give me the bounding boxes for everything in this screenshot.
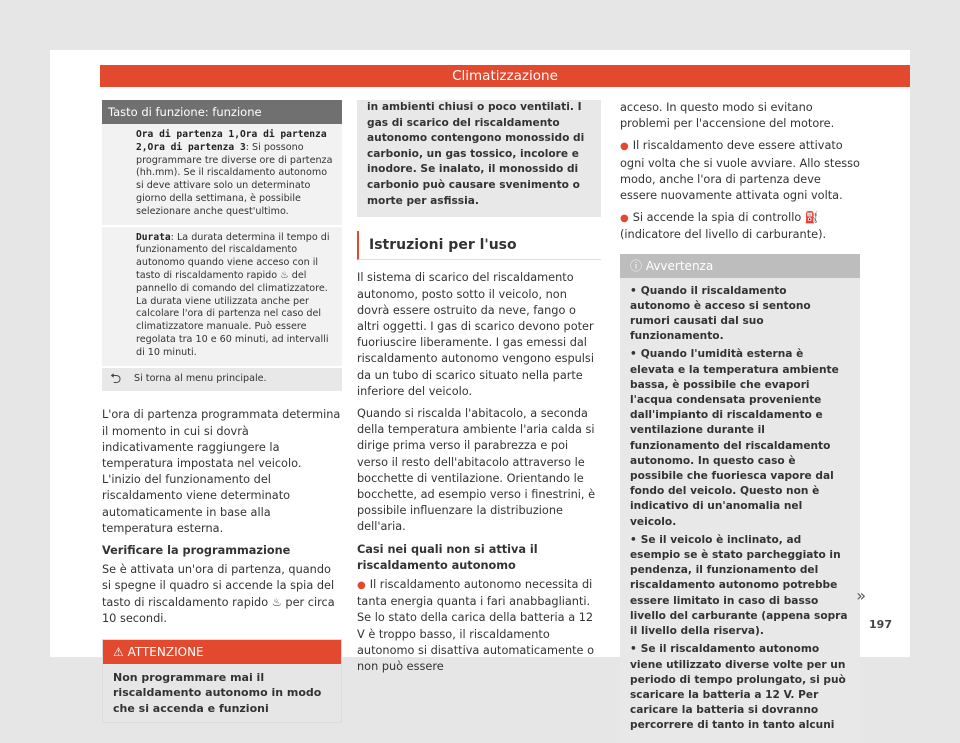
paragraph: Se è attivata un'ora di partenza, quando si spegne il quadro si accende la spia del tasto di riscaldamento rapido ♨ per circa 10 secondi. <box>102 563 335 625</box>
subheading: Casi nei quali non si attiva il riscaldamento autonomo <box>357 542 538 572</box>
list-item <box>630 642 850 733</box>
table-row <box>102 368 342 394</box>
manual-page <box>50 50 910 732</box>
bullet-text: Il riscaldamento deve essere attivato ogni volta che si vuole avviare. Allo stesso modo, anche l'ora di partenza deve essere nuovamente attivata ogni volta. <box>620 139 860 203</box>
table-title: Tasto di funzione: funzione <box>102 100 342 124</box>
list-item-text: Se il veicolo è inclinato, ad esempio se è stato parcheggiato in pendenza, il funzionamento del riscaldamento autonomo potrebbe essere limitato in caso di basso livello del carburante (appena sopra il livello della riserva). <box>630 533 848 638</box>
bullet-icon: ● <box>620 141 629 153</box>
bullet-item <box>620 210 860 243</box>
attention-label: ATTENZIONE <box>127 644 204 659</box>
row-term: Ora di partenza 1,Ora di partenza 2,Ora di partenza 3 <box>136 129 327 153</box>
paragraph: acceso. In questo modo si evitano problemi per l'accensione del motore. <box>620 101 835 131</box>
table-row <box>102 227 342 368</box>
column-right <box>620 100 860 743</box>
paragraph: Quando si riscalda l'abitacolo, a seconda della temperatura ambiente l'aria calda si dirige prima verso il parabrezza e poi verso il resto dell'abitacolo attraverso le bocchette di ventilazione. Orientando le bocchette, ad esempio verso i finestrini, è possibile influenzare la distribuzione dell'aria. <box>357 406 596 534</box>
bullet-icon: • <box>630 284 637 297</box>
bullet-item <box>620 138 860 204</box>
warning-body <box>620 278 860 743</box>
back-arrow-icon: ⮌ <box>110 370 122 387</box>
column-left <box>102 100 342 723</box>
paragraph: L'ora di partenza programmata determina il momento in cui si dovrà indicativamente raggiungere la temperatura impostata nel veicolo. L'inizio del funzionamento del riscaldamento viene determinato automaticamente in base alla temperatura esterna. <box>102 408 341 535</box>
attention-text: Non programmare mai il riscaldamento autonomo in modo che si accenda e funzioni <box>113 670 322 715</box>
list-item <box>630 347 850 529</box>
list-item-text: Quando l'umidità esterna è elevata e la temperatura ambiente bassa, è possibile che evapori l'acqua condensata proveniente dall'impianto di riscaldamento e ventilazione durante il funzionamento del riscaldamento autonomo. In questo caso è possibile che fuoriesca vapore dal fondo del veicolo. Questo non è indicativo di un'anomalia nel veicolo. <box>630 348 839 528</box>
bullet-icon: • <box>630 348 637 361</box>
list-item <box>630 533 850 639</box>
column-middle <box>357 100 601 681</box>
list-item-text: Quando il riscaldamento autonomo è acceso si sentono rumori causati dal suo funzionamento. <box>630 284 811 343</box>
row-text: : Si possono programmare tre diverse ore di partenza (hh.mm). Se il riscaldamento autonomo si deve attivare solo un determinato giorno della settimana, è possibile selezionare anche quest'ultimo. <box>136 141 333 217</box>
page-number: 197 <box>869 618 892 631</box>
list-item-text: Se il riscaldamento autonomo viene utilizzato diverse volte per un periodo di tempo prolungato, si può scaricare la batteria a 12 V. Per caricare la batteria si dovranno percorrere di tanto in tanto alcuni <box>630 643 846 732</box>
bullet-text: Si accende la spia di controllo ⛽ (indicatore del livello di carburante). <box>620 211 827 242</box>
table-row <box>102 124 342 227</box>
warning-box <box>620 254 860 743</box>
function-table <box>102 124 342 393</box>
subheading: Verificare la programmazione <box>102 543 291 557</box>
bullet-icon: • <box>630 533 637 546</box>
attention-box <box>102 639 342 724</box>
section-header: Climatizzazione <box>100 65 910 87</box>
row-term: Durata <box>136 231 171 243</box>
bullet-icon: ● <box>357 580 366 592</box>
bullet-icon: • <box>630 643 637 656</box>
section-title: Istruzioni per l'uso <box>357 231 601 260</box>
info-icon: ⓘ <box>630 258 646 273</box>
paragraph: Il sistema di scarico del riscaldamento autonomo, posto sotto il veicolo, non dovrà essere ostruito da neve, fango o altri oggetti. I gas di scarico devono poter fuoriuscire liberamente. I gas emessi dal riscaldamento autonomo vengono espulsi da un tubo di scarico situato nella parte inferiore del veicolo. <box>357 271 594 398</box>
bullet-item <box>357 577 601 675</box>
warning-label: Avvertenza <box>645 258 714 273</box>
warning-triangle-icon: ⚠ <box>113 644 128 659</box>
continue-mark: » <box>856 586 866 605</box>
attention-continued: in ambienti chiusi o poco ventilati. I gas di scarico del riscaldamento autonomo contengono monossido di carbonio, un gas tossico, incolore e inodore. Se inalato, il monossido di carbonio può causare svenimento o morte per asfissia. <box>357 100 601 217</box>
list-item <box>630 284 850 345</box>
warning-header <box>620 254 860 278</box>
row-text: : La durata determina il tempo di funzionamento del riscaldamento autonomo quando viene acceso con il tasto di riscaldamento rapido ♨ del pannello di comando del climatizzatore. La durata viene utilizzata anche per calcolare l'ora di partenza nel caso del climatizzatore manuale. Può essere regolata tra 10 e 60 minuti, ad intervalli di 10 minuti. <box>136 231 330 358</box>
bullet-icon: ● <box>620 213 629 225</box>
attention-header <box>103 640 341 664</box>
bullet-text: Il riscaldamento autonomo necessita di tanta energia quanta i fari anabbaglianti. Se lo stato della carica della batteria a 12 V è troppo basso, il riscaldamento autonomo si disattiva automaticamente o non può essere <box>357 578 594 674</box>
row-text: Si torna al menu principale. <box>134 372 267 384</box>
